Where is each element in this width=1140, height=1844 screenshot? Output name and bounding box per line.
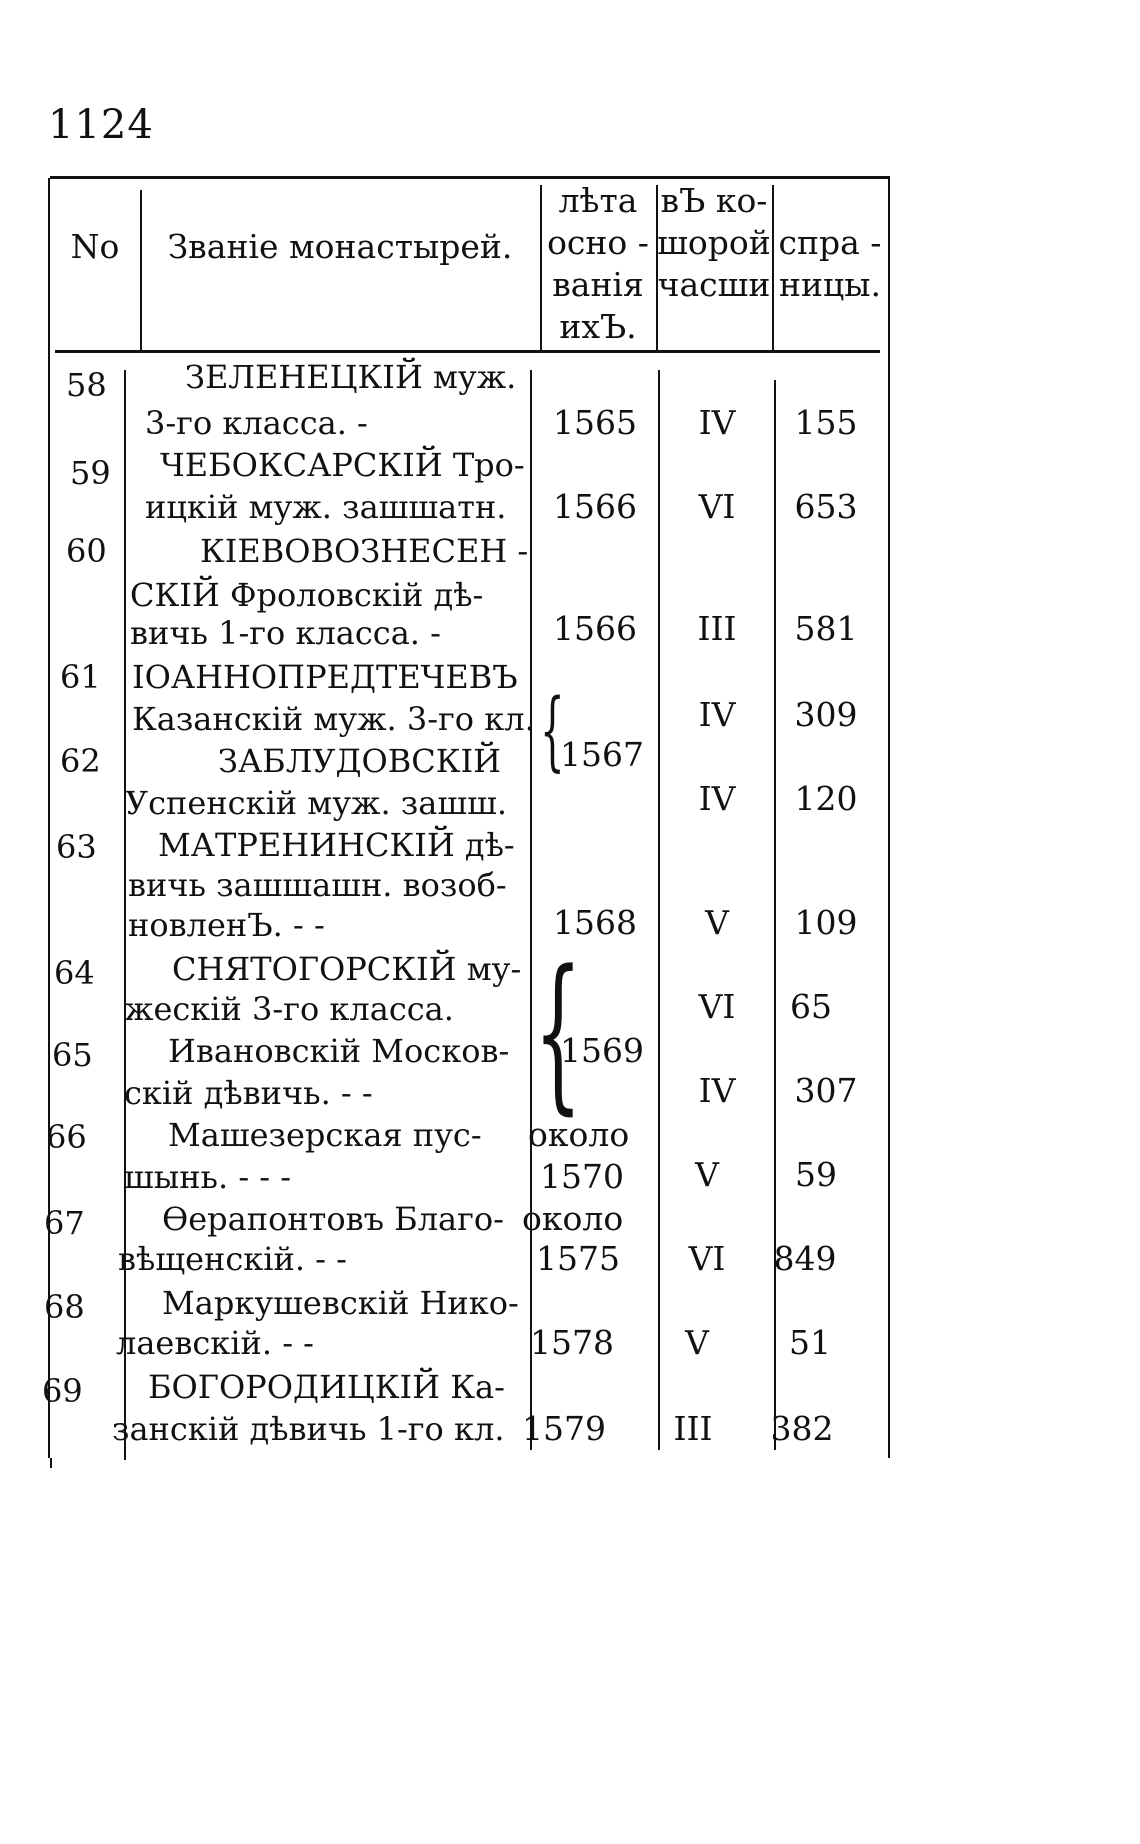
row-name-line: шынь. - - - bbox=[124, 1158, 292, 1196]
row-year: 1575 bbox=[536, 1239, 620, 1278]
row-part: VI bbox=[698, 487, 736, 526]
row-page: 120 bbox=[794, 779, 858, 818]
row-name-line: 3-го класса. - bbox=[145, 404, 368, 442]
row-page: 309 bbox=[794, 695, 858, 734]
row-number: 66 bbox=[46, 1118, 87, 1156]
row-number: 62 bbox=[60, 742, 101, 780]
row-year: 1568 bbox=[553, 903, 637, 942]
row-page: 581 bbox=[794, 609, 858, 648]
row-year: 1579 bbox=[522, 1409, 606, 1448]
row-name-line: вичь 1-го класса. - bbox=[130, 614, 441, 652]
col-sep-1 bbox=[140, 190, 142, 350]
row-name-line: вичь зашшашн. возоб- bbox=[128, 866, 507, 904]
row-name-line: Машезерская пус- bbox=[168, 1116, 482, 1154]
row-part: IV bbox=[698, 695, 736, 734]
row-page: 849 bbox=[773, 1239, 837, 1278]
row-name-line: СНЯТОГОРСКІЙ му- bbox=[172, 950, 522, 988]
row-part: IV bbox=[698, 1071, 736, 1110]
row-name-line: ЧЕБОКСАРСКІЙ Тро- bbox=[160, 446, 525, 484]
header-part-line: вЪ ко- bbox=[660, 181, 768, 220]
row-name-line: лаевскій. - - bbox=[116, 1324, 314, 1362]
row-part: V bbox=[705, 903, 729, 942]
row-number: 61 bbox=[60, 658, 101, 696]
row-year: 1578 bbox=[530, 1323, 614, 1362]
table-right-border bbox=[888, 178, 890, 1458]
page-number: 1124 bbox=[48, 102, 154, 148]
row-name-line: ЗАБЛУДОВСКІЙ bbox=[218, 742, 502, 780]
row-page: 109 bbox=[794, 903, 858, 942]
header-name: Званіе монастырей. bbox=[167, 227, 513, 266]
row-year: 1570 bbox=[540, 1157, 624, 1196]
row-number: 58 bbox=[66, 366, 107, 404]
row-name-line: новленЪ. - - bbox=[128, 906, 325, 944]
header-page-line: спра - bbox=[778, 223, 882, 262]
header-page-line: ницы. bbox=[779, 265, 881, 304]
row-part: V bbox=[685, 1323, 709, 1362]
row-name-line: вѣщенскій. - - bbox=[118, 1240, 347, 1278]
row-number: 69 bbox=[42, 1372, 83, 1410]
row-page: 382 bbox=[770, 1409, 834, 1448]
row-number: 63 bbox=[56, 828, 97, 866]
row-name-line: Ивановскій Москов- bbox=[168, 1032, 510, 1070]
header-part bbox=[656, 180, 772, 306]
header-year bbox=[540, 180, 656, 348]
row-year: 1566 bbox=[553, 487, 637, 526]
row-number: 64 bbox=[54, 954, 95, 992]
row-name-line: Маркушевскій Нико- bbox=[162, 1284, 519, 1322]
header-year-line: ихЪ. bbox=[559, 307, 637, 346]
row-name-line: Казанскій муж. 3-го кл. bbox=[132, 700, 535, 738]
row-page: 59 bbox=[795, 1155, 837, 1194]
row-number: 60 bbox=[66, 532, 107, 570]
row-part: VI bbox=[698, 987, 736, 1026]
row-part: IV bbox=[698, 403, 736, 442]
group-year-1569: 1569 bbox=[560, 1031, 644, 1070]
row-name-line: занскій дѣвичь 1-го кл. bbox=[112, 1410, 505, 1448]
row-year: 1565 bbox=[553, 403, 637, 442]
row-name-line: КІЕВОВОЗНЕСЕН - bbox=[200, 532, 529, 570]
header-year-line: лѣта bbox=[558, 181, 638, 220]
header-no: No bbox=[70, 227, 120, 266]
row-page: 65 bbox=[790, 987, 832, 1026]
group-year-1567: 1567 bbox=[560, 735, 644, 774]
row-page: 653 bbox=[794, 487, 858, 526]
row-part: VI bbox=[688, 1239, 726, 1278]
row-name-line: скій дѣвичь. - - bbox=[124, 1074, 373, 1112]
row-name-line: Ѳерапонтовъ Благо- bbox=[162, 1200, 504, 1238]
row-part: V bbox=[695, 1155, 719, 1194]
row-number: 59 bbox=[70, 454, 111, 492]
row-part: IV bbox=[698, 779, 736, 818]
row-number: 68 bbox=[44, 1288, 85, 1326]
row-year-prefix: около bbox=[522, 1199, 624, 1238]
table-top-rule bbox=[50, 176, 890, 179]
row-name-line: Успенскій муж. зашш. bbox=[125, 784, 507, 822]
row-year-prefix: около bbox=[528, 1115, 630, 1154]
row-year: 1566 bbox=[553, 609, 637, 648]
row-page: 51 bbox=[789, 1323, 831, 1362]
row-name-line: БОГОРОДИЦКІЙ Ка- bbox=[148, 1368, 505, 1406]
row-name-line: МАТРЕНИНСКІЙ дѣ- bbox=[158, 826, 515, 864]
header-year-line: осно - bbox=[547, 223, 649, 262]
table-left-border bbox=[48, 178, 50, 1458]
header-part-line: часши bbox=[657, 265, 771, 304]
row-name-line: жескій 3-го класса. bbox=[124, 990, 454, 1028]
row-part: III bbox=[673, 1409, 713, 1448]
row-part: III bbox=[697, 609, 737, 648]
brace-icon: { bbox=[534, 934, 583, 1130]
header-year-line: ванія bbox=[552, 265, 644, 304]
row-name-line: ицкій муж. зашшатн. bbox=[145, 488, 507, 526]
row-number: 67 bbox=[44, 1204, 85, 1242]
row-number: 65 bbox=[52, 1036, 93, 1074]
row-page: 155 bbox=[794, 403, 858, 442]
row-page: 307 bbox=[794, 1071, 858, 1110]
header-part-line: шорой bbox=[657, 223, 771, 262]
header-page bbox=[772, 222, 888, 306]
row-name-line: ІОАННОПРЕДТЕЧЕВЪ bbox=[132, 658, 518, 696]
body-sep-name bbox=[124, 370, 126, 1460]
row-name-line: ЗЕЛЕНЕЦКІЙ муж. bbox=[185, 358, 517, 396]
row-name-line: СКІЙ Фроловскій дѣ- bbox=[130, 576, 484, 614]
table-bottom-edge bbox=[50, 1458, 52, 1468]
brace-icon: { bbox=[540, 681, 565, 781]
